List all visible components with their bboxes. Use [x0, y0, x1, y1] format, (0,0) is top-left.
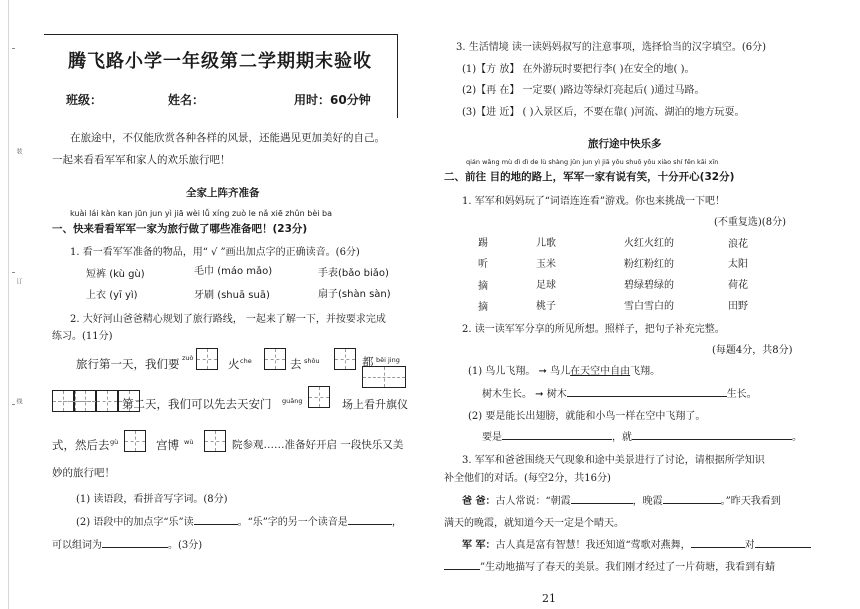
dialog-dad: 爸 爸：古人常说：“朝霞 ，晚霞 。”昨天我看到: [462, 496, 781, 507]
match-object[interactable]: 田野: [728, 301, 748, 312]
pinyin-hint: zuò: [182, 354, 194, 362]
write-box-double[interactable]: [362, 366, 406, 388]
match-object[interactable]: 浪花: [728, 239, 748, 250]
p2-q2-score: (每题4分，共8分): [712, 345, 793, 356]
dialog-junjun-cont: ”生动地描写了春天的美景。我们刚才经过了一片荷塘，我看到有蜻: [444, 558, 775, 573]
write-box[interactable]: [96, 390, 118, 412]
pinyin-hint: shǒu: [304, 357, 320, 365]
passage-text: 式，然后去: [52, 438, 110, 452]
part1-pinyin: kuài lái kàn kan jūn jun yì jiā wèi lǚ xíng zuò le nǎ xiē zhǔn bèi ba: [70, 209, 332, 218]
match-adjective[interactable]: 粉红粉红的: [624, 259, 674, 270]
intro-line-2: 一起来看看军军和家人的欢乐旅行吧！: [52, 154, 231, 166]
q1-item: 扇子(shàn sàn): [318, 289, 391, 300]
write-box[interactable]: [204, 430, 226, 452]
write-box-frame: [52, 390, 96, 412]
q3-prompt: 3. 生活情境 读一读妈妈叔写的注意事项，选择恰当的汉字填空。(6分): [456, 42, 767, 53]
name-label: 姓名：: [168, 93, 205, 107]
q3-line: (1)【方 放】 在外游玩时要把行李( )在安全的地( )。: [462, 64, 695, 75]
match-noun[interactable]: 桃子: [536, 301, 556, 312]
q1-item: 短裤 (kù gù): [86, 269, 145, 280]
dialog-dad-cont: 满天的晚霞，就知道今天一定是个晴天。: [444, 518, 624, 529]
write-box[interactable]: [196, 348, 218, 370]
match-object[interactable]: 太阳: [728, 259, 748, 270]
page-title: 腾飞路小学一年级第二学期期末验收: [68, 51, 372, 72]
write-box[interactable]: [124, 430, 146, 452]
match-adjective[interactable]: 雪白雪白的: [624, 301, 674, 312]
binding-line: [8, 0, 9, 609]
q2-prompt-line-2: 练习。(11分): [52, 331, 113, 342]
class-label: 班级：: [66, 93, 103, 107]
write-box[interactable]: [264, 348, 286, 370]
binding-tick: [12, 272, 15, 273]
binding-tick: [12, 48, 15, 49]
q2-prompt-line-1: 2. 大好河山爸爸精心规划了旅行路线， 一起来了解一下，并按要求完成: [70, 314, 386, 325]
pinyin-hint: wù: [184, 438, 194, 446]
passage-text: 去: [290, 357, 302, 371]
p2-q2-fill-2: 要是 ，就 。: [482, 432, 802, 443]
match-adjective[interactable]: 火红火红的: [624, 238, 674, 249]
passage-text: 妙的旅行吧！: [52, 467, 115, 479]
p2-q3-prompt-1: 3. 军军和爸爸围绕天气现象和途中美景进行了讨论，请根据所学知识: [462, 455, 765, 466]
passage-text: 旅行第一天，我们要: [76, 357, 180, 371]
time-label: 用时：60分钟: [294, 93, 371, 107]
p2-q2-example: (1) 鸟儿飞翔。 ➞ 鸟儿在天空中自由飞翔。: [468, 366, 661, 377]
q1-item: 手表(bǎo biǎo): [318, 268, 389, 279]
pinyin-hint: guǎng: [282, 397, 303, 405]
write-box[interactable]: [308, 386, 330, 408]
q3-line: (2)【再 在】 一定要( )路边等绿灯亮起后( )通过马路。: [462, 85, 705, 96]
match-verb[interactable]: 摘: [478, 302, 488, 313]
p2-q1-note: (不重复选)(8分): [714, 217, 786, 228]
p2-q1-prompt: 1. 军军和妈妈玩了“词语连连看”游戏。你也来挑战一下吧！: [462, 196, 725, 207]
q1-item: 牙刷 (shuā suā): [194, 290, 270, 301]
sub-question-1: (1) 读语段，看拼音写字词。(8分): [76, 494, 228, 505]
pinyin-hint: gù: [110, 438, 119, 446]
q1-item: 毛巾 (máo mǎo): [194, 266, 273, 277]
write-box[interactable]: [334, 348, 356, 370]
part1-title: 一、快来看看军军一家为旅行做了哪些准备吧！(23分): [52, 223, 308, 235]
passage-text: 都: [362, 355, 374, 369]
binding-mark: 装: [15, 148, 22, 154]
match-verb[interactable]: 听: [478, 259, 488, 270]
page-number: 21: [542, 592, 556, 605]
q3-line: (3)【进 近】 ( )入景区后，不要在靠( )河流、湖泊的地方玩耍。: [462, 107, 745, 118]
p2-q3-prompt-2: 补全他们的对话。(每空2分，共16分): [444, 473, 611, 484]
binding-tick: [12, 404, 15, 405]
intro-line-1: 在旅途中，不仅能欣赏各种各样的风景，还能遇见更加美好的自己。: [70, 132, 385, 144]
binding-mark: 线: [15, 398, 22, 404]
p2-q2-fill: 树木生长。 ➞ 树木 生长。: [482, 389, 757, 400]
passage-text: 第二天，我们可以先去天安门: [122, 397, 272, 411]
match-object[interactable]: 荷花: [728, 280, 748, 291]
match-adjective[interactable]: 碧绿碧绿的: [624, 280, 674, 291]
part2-pinyin: qián wǎng mù dì dì de lù shàng jūn jun yì jiā yǒu shuō yǒu xiào shí fēn kāi xīn: [466, 158, 719, 166]
q1-prompt: 1. 看一看军军准备的物品，用“ √ ”画出加点字的正确读音。(6分): [70, 247, 360, 258]
part2-theme: 旅行途中快乐多: [588, 138, 662, 150]
pinyin-hint: che: [240, 357, 252, 365]
part1-theme: 全家上阵齐准备: [186, 187, 260, 199]
p2-q2-example-2: (2) 要是能长出翅膀，就能和小鸟一样在空中飞翔了。: [468, 411, 706, 422]
passage-text: 场上看升旗仪: [342, 398, 408, 411]
passage-text: 火: [228, 357, 240, 371]
sub-question-2: (2) 语段中的加点字“乐”读 。“乐”字的另一个读音是 ，: [76, 517, 402, 528]
match-verb[interactable]: 踢: [478, 238, 488, 249]
part2-title: 二、前往 目的地的路上，军军一家有说有笑，十分开心(32分): [444, 171, 735, 183]
q1-item: 上衣 (yī yì): [86, 290, 138, 301]
p2-q2-prompt: 2. 读一读军军分享的所见所想。照样子，把句子补充完整。: [462, 324, 725, 335]
match-noun[interactable]: 儿歌: [536, 238, 556, 249]
binding-mark: 订: [15, 278, 22, 284]
pinyin-hint: běi jing: [376, 356, 400, 364]
match-verb[interactable]: 摘: [478, 281, 488, 292]
match-noun[interactable]: 足球: [536, 280, 556, 291]
sub-question-2-cont: 可以组词为 。(3分): [52, 540, 203, 551]
dialog-junjun: 军 军：古人真是富有智慧！我还知道“莺歌对燕舞， 对: [462, 536, 811, 551]
passage-text: 宫博: [156, 438, 179, 452]
passage-text: 院参观……准备好开启 一段快乐又美: [232, 439, 404, 451]
match-noun[interactable]: 玉米: [536, 259, 556, 270]
